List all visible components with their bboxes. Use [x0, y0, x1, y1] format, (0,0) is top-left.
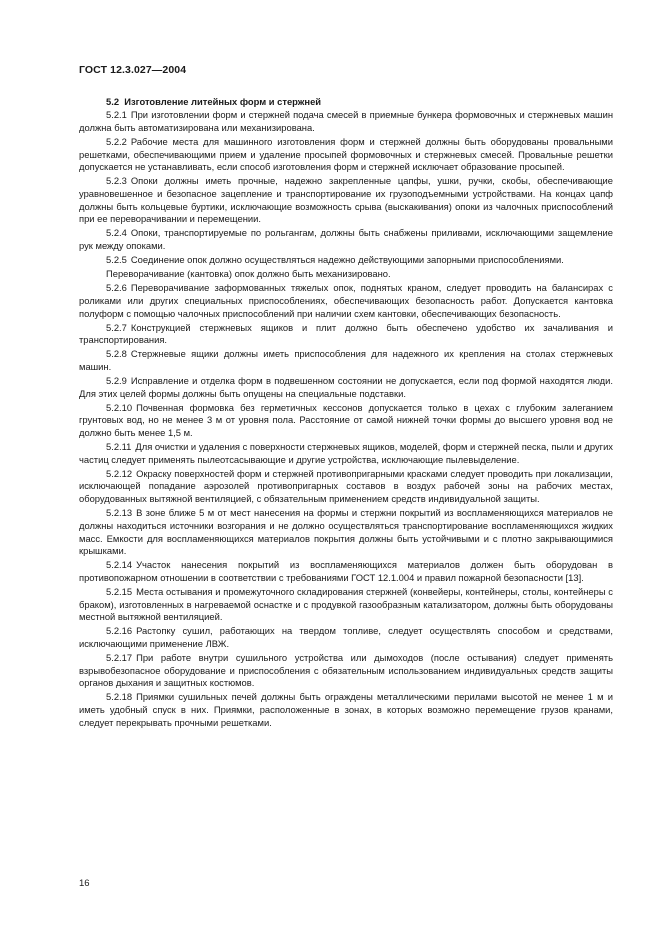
paragraph-5-2-4 — [79, 227, 613, 252]
document-code-header: ГОСТ 12.3.027—2004 — [79, 64, 187, 76]
paragraph-number: 5.2.12 — [106, 467, 133, 479]
paragraph-5-2-16 — [79, 625, 613, 650]
paragraph-5-2-7 — [79, 322, 613, 347]
paragraph-number: 5.2.5 — [106, 254, 127, 266]
section-title: Изготовление литейных форм и стержней — [124, 96, 322, 107]
paragraph-text: Опоки, транспортируемые по рольгангам, должны быть снабжены приливами, исключающими защемление рук между опоками. — [79, 227, 613, 252]
paragraph-number: 5.2.15 — [106, 585, 133, 597]
paragraph-5-2-18 — [79, 691, 613, 729]
paragraph-number: 5.2.13 — [106, 507, 133, 519]
paragraph-5-2-15 — [79, 586, 613, 624]
paragraph-text: При изготовлении форм и стержней подача смесей в приемные бункера формовочных и стержневых машин должна быть автоматизирована или механизирована. — [79, 109, 613, 133]
paragraph-text: Переворачивание (кантовка) опок должно быть механизировано. — [106, 268, 391, 280]
paragraph-number: 5.2.1 — [106, 109, 127, 121]
paragraph-5-2-3 — [79, 175, 613, 226]
paragraph-number: 5.2.7 — [106, 321, 127, 333]
paragraph-number: 5.2.8 — [106, 348, 127, 360]
paragraph-text: Растопку сушил, работающих на твердом топливе, следует осуществлять способом и средствами, исключающими применение ЛВЖ. — [79, 625, 613, 650]
paragraph-number: 5.2.16 — [106, 625, 133, 637]
paragraph-text: Конструкцией стержневых ящиков и плит должно быть обеспечено удобство их зачаливания и транспортирования. — [79, 321, 613, 346]
paragraph-text: В зоне ближе 5 м от мест нанесения на формы и стержни покрытий из воспламеняющихся материалов не должны находиться источники возгорания и не должно осуществляться транспортирование воспламеняющихся жидких масс. Емкости для воспламеняющихся материалов покрытия должны быть устойчивыми и с плотно закрывающимися крышками. — [79, 507, 613, 557]
paragraph-text: Приямки сушильных печей должны быть ограждены металлическими перилами высотой не менее 1 м и иметь удобный спуск в них. Приямки, расположенные в зонах, в которых возможно перемещение грузов кранами, следует перекрывать прочными решетками. — [79, 691, 613, 728]
paragraph-text: Стержневые ящики должны иметь приспособления для надежного их крепления на столах стержневых машин. — [79, 348, 613, 372]
paragraph-5-2-11 — [79, 441, 613, 466]
paragraph-text: Места остывания и промежуточного складирования стержней (конвейеры, контейнеры, столы, контейнеры с браком), изготовленных в нагреваемой оснастке и с продувкой газообразным катализатором, должны быть оборудованы местной вытяжной вентиляцией. — [79, 585, 613, 623]
document-body — [79, 96, 613, 731]
paragraph-5-2-9 — [79, 375, 613, 400]
paragraph-kantovka — [79, 268, 613, 281]
paragraph-text: Рабочие места для машинного изготовления форм и стержней должны быть оборудованы провальными решетками, обеспечивающими прием и удаление просыпей формовочных и стержневых смесей. Провальные решетки допускается не устанавливать, если способ изготовления форм и стержней исключает образование просыпей. — [79, 135, 613, 173]
paragraph-5-2-2 — [79, 136, 613, 174]
paragraph-5-2-14 — [79, 559, 613, 584]
paragraph-text: Исправление и отделка форм в подвешенном состоянии не допускается, если под формой находятся люди. Для этих целей формы должны быть опущены на специальные подставки. — [79, 374, 613, 399]
paragraph-5-2-1 — [79, 109, 613, 134]
paragraph-5-2-12 — [79, 468, 613, 506]
paragraph-5-2-6 — [79, 282, 613, 320]
paragraph-number: 5.2.2 — [106, 135, 127, 147]
paragraph-text: При работе внутри сушильного устройства или дымоходов (после остывания) следует применять взрывобезопасное оборудование и приспособления с обязательным использованием индивидуальных средств защиты органов дыхания и защитных костюмов. — [79, 652, 613, 689]
paragraph-text: Соединение опок должно осуществляться надежно действующими запорными приспособлениями. — [130, 254, 564, 266]
paragraph-number: 5.2.3 — [106, 175, 127, 187]
paragraph-text: Опоки должны иметь прочные, надежно закрепленные цапфы, ушки, ручки, скобы, обеспечивающие уравновешенное и безопасное зацепление и транспортирование их грузоподъемными устройствами. На концах цапф должны быть кольцевые буртики, исключающие возможность срыва (выскакивания) опоки из чалочных приспособлений при ее переворачивании и перемещении. — [79, 175, 613, 225]
paragraph-text: Участок нанесения покрытий из воспламеняющихся материалов должен быть оборудован в противопожарном отношении в соответствии с требованиями ГОСТ 12.1.004 и правил пожарной безопасности [13]. — [79, 559, 613, 583]
section-heading — [79, 96, 613, 109]
paragraph-number: 5.2.18 — [106, 691, 133, 703]
paragraph-text: Окраску поверхностей форм и стержней противопригарными красками следует проводить при локализации, исключающей попадание аэрозолей противопригарных составов в воздух рабочей зоны на рабочих местах, оборудованных вытяжной вентиляцией, с обязательным применением средств индивидуальной защиты. — [79, 467, 613, 505]
paragraph-5-2-8 — [79, 348, 613, 373]
paragraph-number: 5.2.11 — [106, 441, 132, 453]
paragraph-5-2-10 — [79, 402, 613, 440]
paragraph-number: 5.2.14 — [106, 559, 133, 571]
paragraph-text: Переворачивание заформованных тяжелых опок, поднятых краном, следует проводить на балансирах с роликами или других специальных приспособлениях, обеспечивающих безопасность работ. Допускается кантовка полуформ с помощью чалочных приспособлений при наличии схем кантовки, обеспечивающих безопасность. — [79, 282, 613, 319]
paragraph-5-2-5 — [79, 254, 613, 267]
section-number: 5.2 — [106, 96, 120, 107]
page-number: 16 — [79, 878, 90, 889]
paragraph-number: 5.2.17 — [106, 652, 133, 664]
paragraph-number: 5.2.10 — [106, 401, 133, 413]
paragraph-number: 5.2.9 — [106, 374, 127, 386]
paragraph-number: 5.2.6 — [106, 282, 127, 294]
paragraph-text: Для очистки и удаления с поверхности стержневых ящиков, моделей, форм и стержней песка, пыли и других частиц следует применять пылеотсасывающие и другие устройства, исключающие пылевыделение. — [79, 441, 613, 465]
paragraph-text: Почвенная формовка без герметичных кессонов допускается только в цехах с глубоким залеганием грунтовых вод, но не менее 3 м от уровня пола. Расстояние от самой нижней точки формы до высшего уровня вод не должно быть менее 1,5 м. — [79, 401, 613, 439]
paragraph-5-2-17 — [79, 652, 613, 690]
paragraph-5-2-13 — [79, 507, 613, 558]
paragraph-number: 5.2.4 — [106, 227, 127, 239]
